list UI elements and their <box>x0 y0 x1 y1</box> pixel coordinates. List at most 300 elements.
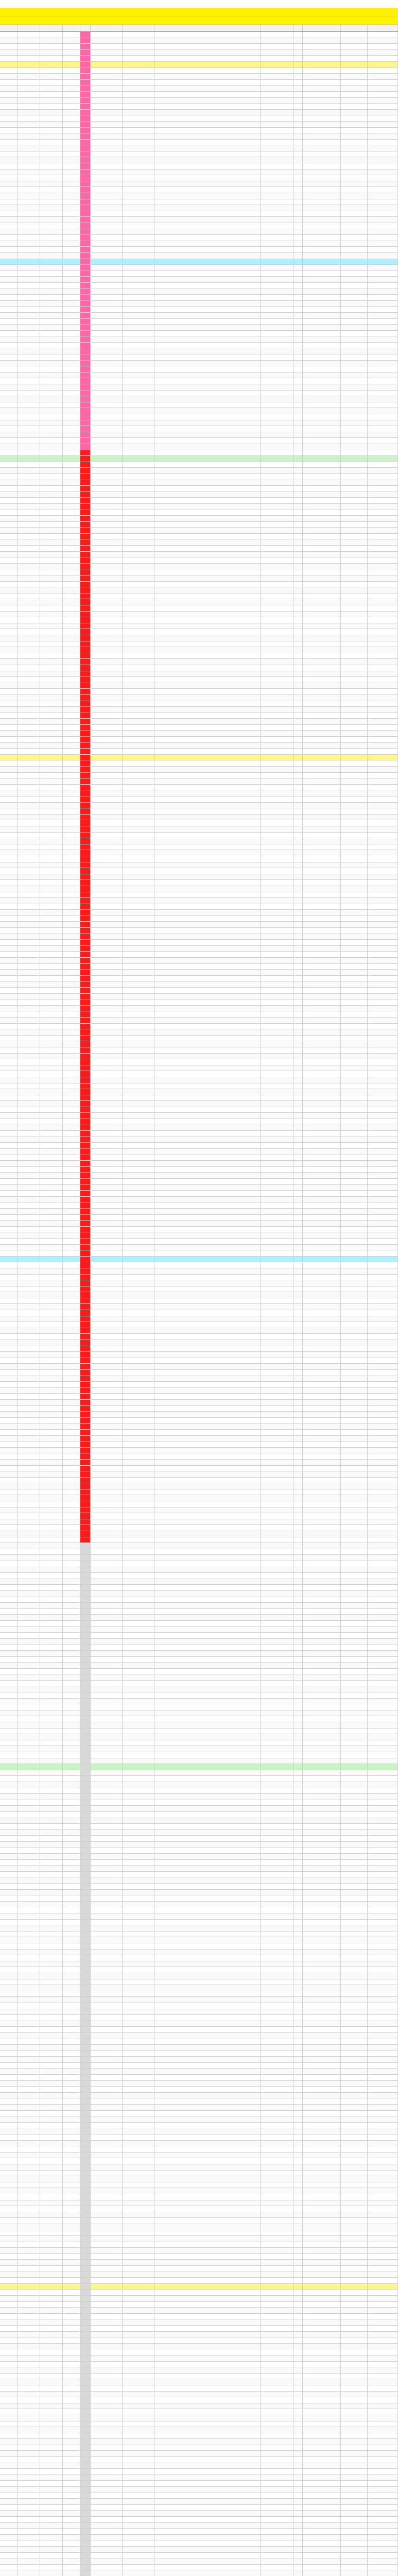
cell-detail <box>154 2087 261 2092</box>
cell-note <box>368 1221 398 1226</box>
cell-market <box>40 2141 63 2146</box>
cell-note <box>368 815 398 820</box>
cell-star <box>293 1567 303 1573</box>
cell-detail <box>154 2141 261 2146</box>
cell-buy <box>91 504 123 510</box>
cell-range <box>303 1406 341 1412</box>
cell-percent <box>341 1478 368 1483</box>
cell-signal <box>63 1746 80 1752</box>
cell-target <box>123 1895 154 1901</box>
cell-gap <box>261 910 293 916</box>
cell-buy <box>91 1310 123 1316</box>
cell-flag <box>80 1991 91 1997</box>
cell-note <box>368 838 398 844</box>
cell-note <box>368 1113 398 1118</box>
cell-number <box>0 916 18 922</box>
cell-buy <box>91 319 123 325</box>
cell-note <box>368 74 398 79</box>
cell-note <box>368 760 398 766</box>
cell-detail <box>154 1513 261 1519</box>
cell-star <box>293 587 303 593</box>
cell-symbol <box>18 2098 40 2104</box>
cell-detail <box>154 253 261 259</box>
cell-note <box>368 862 398 868</box>
cell-percent <box>341 683 368 689</box>
cell-flag <box>80 1651 91 1656</box>
header-number <box>0 25 18 31</box>
cell-gap <box>261 50 293 56</box>
cell-target <box>123 86 154 91</box>
table-row <box>0 265 398 271</box>
cell-target <box>123 1006 154 1011</box>
cell-number <box>0 2081 18 2087</box>
cell-range <box>303 1621 341 1626</box>
cell-gap <box>261 1065 293 1071</box>
cell-signal <box>63 1394 80 1399</box>
cell-number <box>0 994 18 999</box>
cell-symbol <box>18 1537 40 1543</box>
cell-buy <box>91 1920 123 1925</box>
cell-signal <box>63 229 80 235</box>
cell-range <box>303 1483 341 1489</box>
cell-symbol <box>18 104 40 109</box>
cell-buy <box>91 241 123 247</box>
cell-buy <box>91 1232 123 1238</box>
cell-note <box>368 1824 398 1829</box>
cell-flag <box>80 928 91 934</box>
cell-flag <box>80 1304 91 1310</box>
cell-signal <box>63 1054 80 1059</box>
cell-range <box>303 1466 341 1471</box>
cell-percent <box>341 1788 368 1794</box>
cell-symbol <box>18 2069 40 2074</box>
cell-signal <box>63 874 80 880</box>
cell-note <box>368 2003 398 2009</box>
cell-detail <box>154 1221 261 1226</box>
cell-note <box>368 115 398 121</box>
cell-gap <box>261 2015 293 2021</box>
cell-buy <box>91 1621 123 1626</box>
cell-star <box>293 1268 303 1274</box>
cell-percent <box>341 862 368 868</box>
cell-number <box>0 468 18 473</box>
cell-signal <box>63 1423 80 1429</box>
cell-symbol <box>18 402 40 408</box>
cell-star <box>293 2141 303 2146</box>
cell-detail <box>154 1681 261 1686</box>
cell-star <box>293 2093 303 2098</box>
cell-target <box>123 1304 154 1310</box>
cell-detail <box>154 241 261 247</box>
cell-detail <box>154 271 261 277</box>
cell-star <box>293 1931 303 1937</box>
cell-target <box>123 1860 154 1866</box>
cell-detail <box>154 1149 261 1155</box>
cell-target <box>123 1770 154 1776</box>
cell-flag <box>80 223 91 229</box>
cell-star <box>293 1394 303 1399</box>
cell-gap <box>261 1024 293 1029</box>
cell-buy <box>91 1645 123 1650</box>
cell-gap <box>261 1298 293 1304</box>
cell-number <box>0 1065 18 1071</box>
cell-gap <box>261 1077 293 1083</box>
cell-buy <box>91 1113 123 1118</box>
cell-signal <box>63 32 80 38</box>
cell-percent <box>341 1430 368 1435</box>
cell-number <box>0 737 18 742</box>
cell-symbol <box>18 1979 40 1985</box>
cell-market <box>40 1686 63 1692</box>
table-row <box>0 1728 398 1735</box>
cell-target <box>123 1639 154 1645</box>
cell-target <box>123 56 154 61</box>
cell-range <box>303 1376 341 1382</box>
cell-star <box>293 981 303 987</box>
cell-note <box>368 1143 398 1148</box>
cell-note <box>368 1895 398 1901</box>
cell-detail <box>154 1352 261 1358</box>
cell-buy <box>91 767 123 772</box>
cell-percent <box>341 1531 368 1537</box>
cell-percent <box>341 1902 368 1907</box>
cell-range <box>303 1806 341 1811</box>
cell-number <box>0 1400 18 1405</box>
cell-market <box>40 767 63 772</box>
cell-flag <box>80 1531 91 1537</box>
cell-gap <box>261 468 293 473</box>
cell-percent <box>341 2141 368 2146</box>
cell-percent <box>341 1364 368 1369</box>
cell-buy <box>91 1746 123 1752</box>
cell-market <box>40 1519 63 1525</box>
cell-gap <box>261 1179 293 1184</box>
cell-symbol <box>18 426 40 432</box>
cell-target <box>123 1089 154 1095</box>
cell-number <box>0 767 18 772</box>
cell-target <box>123 1609 154 1615</box>
cell-flag <box>80 1985 91 1991</box>
cell-note <box>368 1937 398 1943</box>
cell-range <box>303 140 341 145</box>
cell-market <box>40 1197 63 1202</box>
cell-gap <box>261 1895 293 1901</box>
cell-flag <box>80 253 91 259</box>
cell-number <box>0 128 18 133</box>
cell-symbol <box>18 325 40 330</box>
cell-gap <box>261 2009 293 2015</box>
cell-target <box>123 880 154 886</box>
cell-signal <box>63 1979 80 1985</box>
cell-detail <box>154 1388 261 1394</box>
cell-gap <box>261 940 293 945</box>
cell-percent <box>341 1555 368 1561</box>
cell-symbol <box>18 1782 40 1788</box>
cell-note <box>368 1280 398 1286</box>
cell-flag <box>80 749 91 754</box>
table-row <box>0 391 398 397</box>
cell-detail <box>154 1872 261 1877</box>
cell-signal <box>63 760 80 766</box>
cell-flag <box>80 677 91 683</box>
cell-range <box>303 241 341 247</box>
cell-percent <box>341 1119 368 1125</box>
cell-detail <box>154 713 261 719</box>
cell-percent <box>341 731 368 736</box>
cell-number <box>0 546 18 551</box>
cell-flag <box>80 713 91 719</box>
cell-buy <box>91 928 123 934</box>
cell-percent <box>341 1770 368 1776</box>
cell-note <box>368 122 398 127</box>
cell-gap <box>261 1483 293 1489</box>
cell-percent <box>341 1925 368 1931</box>
cell-flag <box>80 844 91 850</box>
cell-note <box>368 1651 398 1656</box>
cell-number <box>0 1866 18 1871</box>
cell-symbol <box>18 241 40 247</box>
cell-signal <box>63 1764 80 1770</box>
cell-buy <box>91 1125 123 1131</box>
cell-flag <box>80 1722 91 1728</box>
cell-gap <box>261 557 293 563</box>
cell-number <box>0 760 18 766</box>
cell-target <box>123 1651 154 1656</box>
table-row <box>0 1525 398 1531</box>
cell-star <box>293 528 303 533</box>
cell-percent <box>341 2045 368 2050</box>
cell-range <box>303 1985 341 1991</box>
cell-gap <box>261 1710 293 1716</box>
cell-buy <box>91 1394 123 1399</box>
cell-symbol <box>18 874 40 880</box>
cell-gap <box>261 1334 293 1340</box>
cell-market <box>40 946 63 952</box>
cell-symbol <box>18 904 40 910</box>
cell-note <box>368 2051 398 2057</box>
cell-range <box>303 271 341 277</box>
cell-detail <box>154 1991 261 1997</box>
cell-range <box>303 719 341 724</box>
cell-note <box>368 582 398 587</box>
cell-buy <box>91 265 123 270</box>
cell-note <box>368 1394 398 1399</box>
cell-signal <box>63 719 80 724</box>
cell-percent <box>341 1065 368 1071</box>
cell-gap <box>261 1406 293 1412</box>
table-row <box>0 1633 398 1639</box>
cell-target <box>123 32 154 38</box>
cell-range <box>303 1460 341 1465</box>
cell-star <box>293 838 303 844</box>
cell-flag <box>80 1239 91 1244</box>
table-row <box>0 1531 398 1537</box>
cell-market <box>40 1967 63 1973</box>
cell-percent <box>341 1627 368 1633</box>
cell-range <box>303 1824 341 1829</box>
cell-note <box>368 1902 398 1907</box>
cell-buy <box>91 1782 123 1788</box>
cell-market <box>40 815 63 820</box>
cell-signal <box>63 474 80 480</box>
cell-detail <box>154 1095 261 1101</box>
cell-note <box>368 677 398 683</box>
cell-buy <box>91 122 123 127</box>
cell-symbol <box>18 1877 40 1883</box>
cell-range <box>303 247 341 252</box>
cell-percent <box>341 689 368 694</box>
cell-percent <box>341 1298 368 1304</box>
cell-flag <box>80 1782 91 1788</box>
cell-signal <box>63 1913 80 1919</box>
cell-signal <box>63 755 80 760</box>
cell-range <box>303 707 341 713</box>
cell-flag <box>80 1824 91 1829</box>
cell-target <box>123 1531 154 1537</box>
cell-note <box>368 361 398 366</box>
cell-flag <box>80 1298 91 1304</box>
cell-range <box>303 2045 341 2050</box>
cell-range <box>303 981 341 987</box>
cell-gap <box>261 283 293 289</box>
cell-range <box>303 850 341 856</box>
cell-percent <box>341 1232 368 1238</box>
cell-signal <box>63 539 80 545</box>
cell-range <box>303 44 341 49</box>
cell-flag <box>80 2015 91 2021</box>
cell-flag <box>80 140 91 145</box>
cell-market <box>40 444 63 450</box>
cell-buy <box>91 1029 123 1035</box>
cell-market <box>40 516 63 521</box>
cell-target <box>123 1137 154 1143</box>
cell-percent <box>341 1239 368 1244</box>
cell-symbol <box>18 1245 40 1250</box>
cell-target <box>123 1191 154 1196</box>
cell-note <box>368 432 398 438</box>
cell-market <box>40 1466 63 1471</box>
cell-market <box>40 1728 63 1734</box>
cell-flag <box>80 826 91 832</box>
cell-number <box>0 1686 18 1692</box>
cell-star <box>293 1651 303 1656</box>
cell-star <box>293 1699 303 1704</box>
cell-target <box>123 1806 154 1811</box>
cell-gap <box>261 1358 293 1364</box>
cell-range <box>303 1740 341 1746</box>
cell-flag <box>80 1997 91 2003</box>
cell-flag <box>80 247 91 252</box>
cell-percent <box>341 1442 368 1447</box>
cell-star <box>293 1585 303 1590</box>
cell-flag <box>80 653 91 659</box>
cell-flag <box>80 44 91 49</box>
cell-signal <box>63 1704 80 1710</box>
cell-market <box>40 1418 63 1423</box>
cell-note <box>368 743 398 749</box>
cell-signal <box>63 1310 80 1316</box>
cell-signal <box>63 1824 80 1829</box>
cell-star <box>293 934 303 940</box>
cell-symbol <box>18 1519 40 1525</box>
cell-symbol <box>18 677 40 683</box>
cell-range <box>303 1669 341 1674</box>
cell-percent <box>341 1860 368 1866</box>
cell-flag <box>80 1950 91 1955</box>
cell-star <box>293 760 303 766</box>
cell-buy <box>91 808 123 814</box>
table-row <box>0 1603 398 1609</box>
cell-target <box>123 844 154 850</box>
cell-flag <box>80 2039 91 2045</box>
cell-star <box>293 157 303 163</box>
cell-buy <box>91 1877 123 1883</box>
cell-signal <box>63 910 80 916</box>
cell-star <box>293 211 303 217</box>
cell-note <box>368 2141 398 2146</box>
cell-star <box>293 1430 303 1435</box>
cell-note <box>368 2146 398 2152</box>
cell-note <box>368 1179 398 1184</box>
cell-percent <box>341 2063 368 2069</box>
cell-detail <box>154 1328 261 1334</box>
cell-detail <box>154 1669 261 1674</box>
cell-market <box>40 32 63 38</box>
cell-note <box>368 1036 398 1041</box>
cell-buy <box>91 749 123 754</box>
cell-range <box>303 934 341 940</box>
cell-percent <box>341 1029 368 1035</box>
cell-symbol <box>18 1448 40 1453</box>
cell-number <box>0 1549 18 1555</box>
table-row <box>0 1866 398 1872</box>
cell-market <box>40 295 63 300</box>
cell-market <box>40 68 63 74</box>
cell-gap <box>261 1107 293 1113</box>
cell-number <box>0 862 18 868</box>
cell-star <box>293 1663 303 1668</box>
cell-symbol <box>18 1788 40 1794</box>
cell-star <box>293 2033 303 2039</box>
cell-number <box>0 617 18 623</box>
cell-note <box>368 181 398 187</box>
cell-market <box>40 1621 63 1626</box>
cell-buy <box>91 2045 123 2050</box>
cell-gap <box>261 1639 293 1645</box>
cell-signal <box>63 336 80 342</box>
cell-signal <box>63 486 80 492</box>
cell-star <box>293 1101 303 1107</box>
cell-range <box>303 2098 341 2104</box>
cell-symbol <box>18 605 40 611</box>
cell-symbol <box>18 468 40 473</box>
cell-buy <box>91 1041 123 1047</box>
cell-flag <box>80 1262 91 1268</box>
cell-buy <box>91 1657 123 1663</box>
cell-signal <box>63 629 80 635</box>
cell-star <box>293 778 303 784</box>
cell-range <box>303 1955 341 1961</box>
cell-range <box>303 695 341 701</box>
cell-detail <box>154 2051 261 2057</box>
cell-gap <box>261 301 293 307</box>
cell-gap <box>261 414 293 420</box>
cell-buy <box>91 952 123 957</box>
cell-note <box>368 546 398 551</box>
cell-symbol <box>18 1639 40 1645</box>
cell-detail <box>154 1018 261 1023</box>
table-row <box>0 981 398 988</box>
